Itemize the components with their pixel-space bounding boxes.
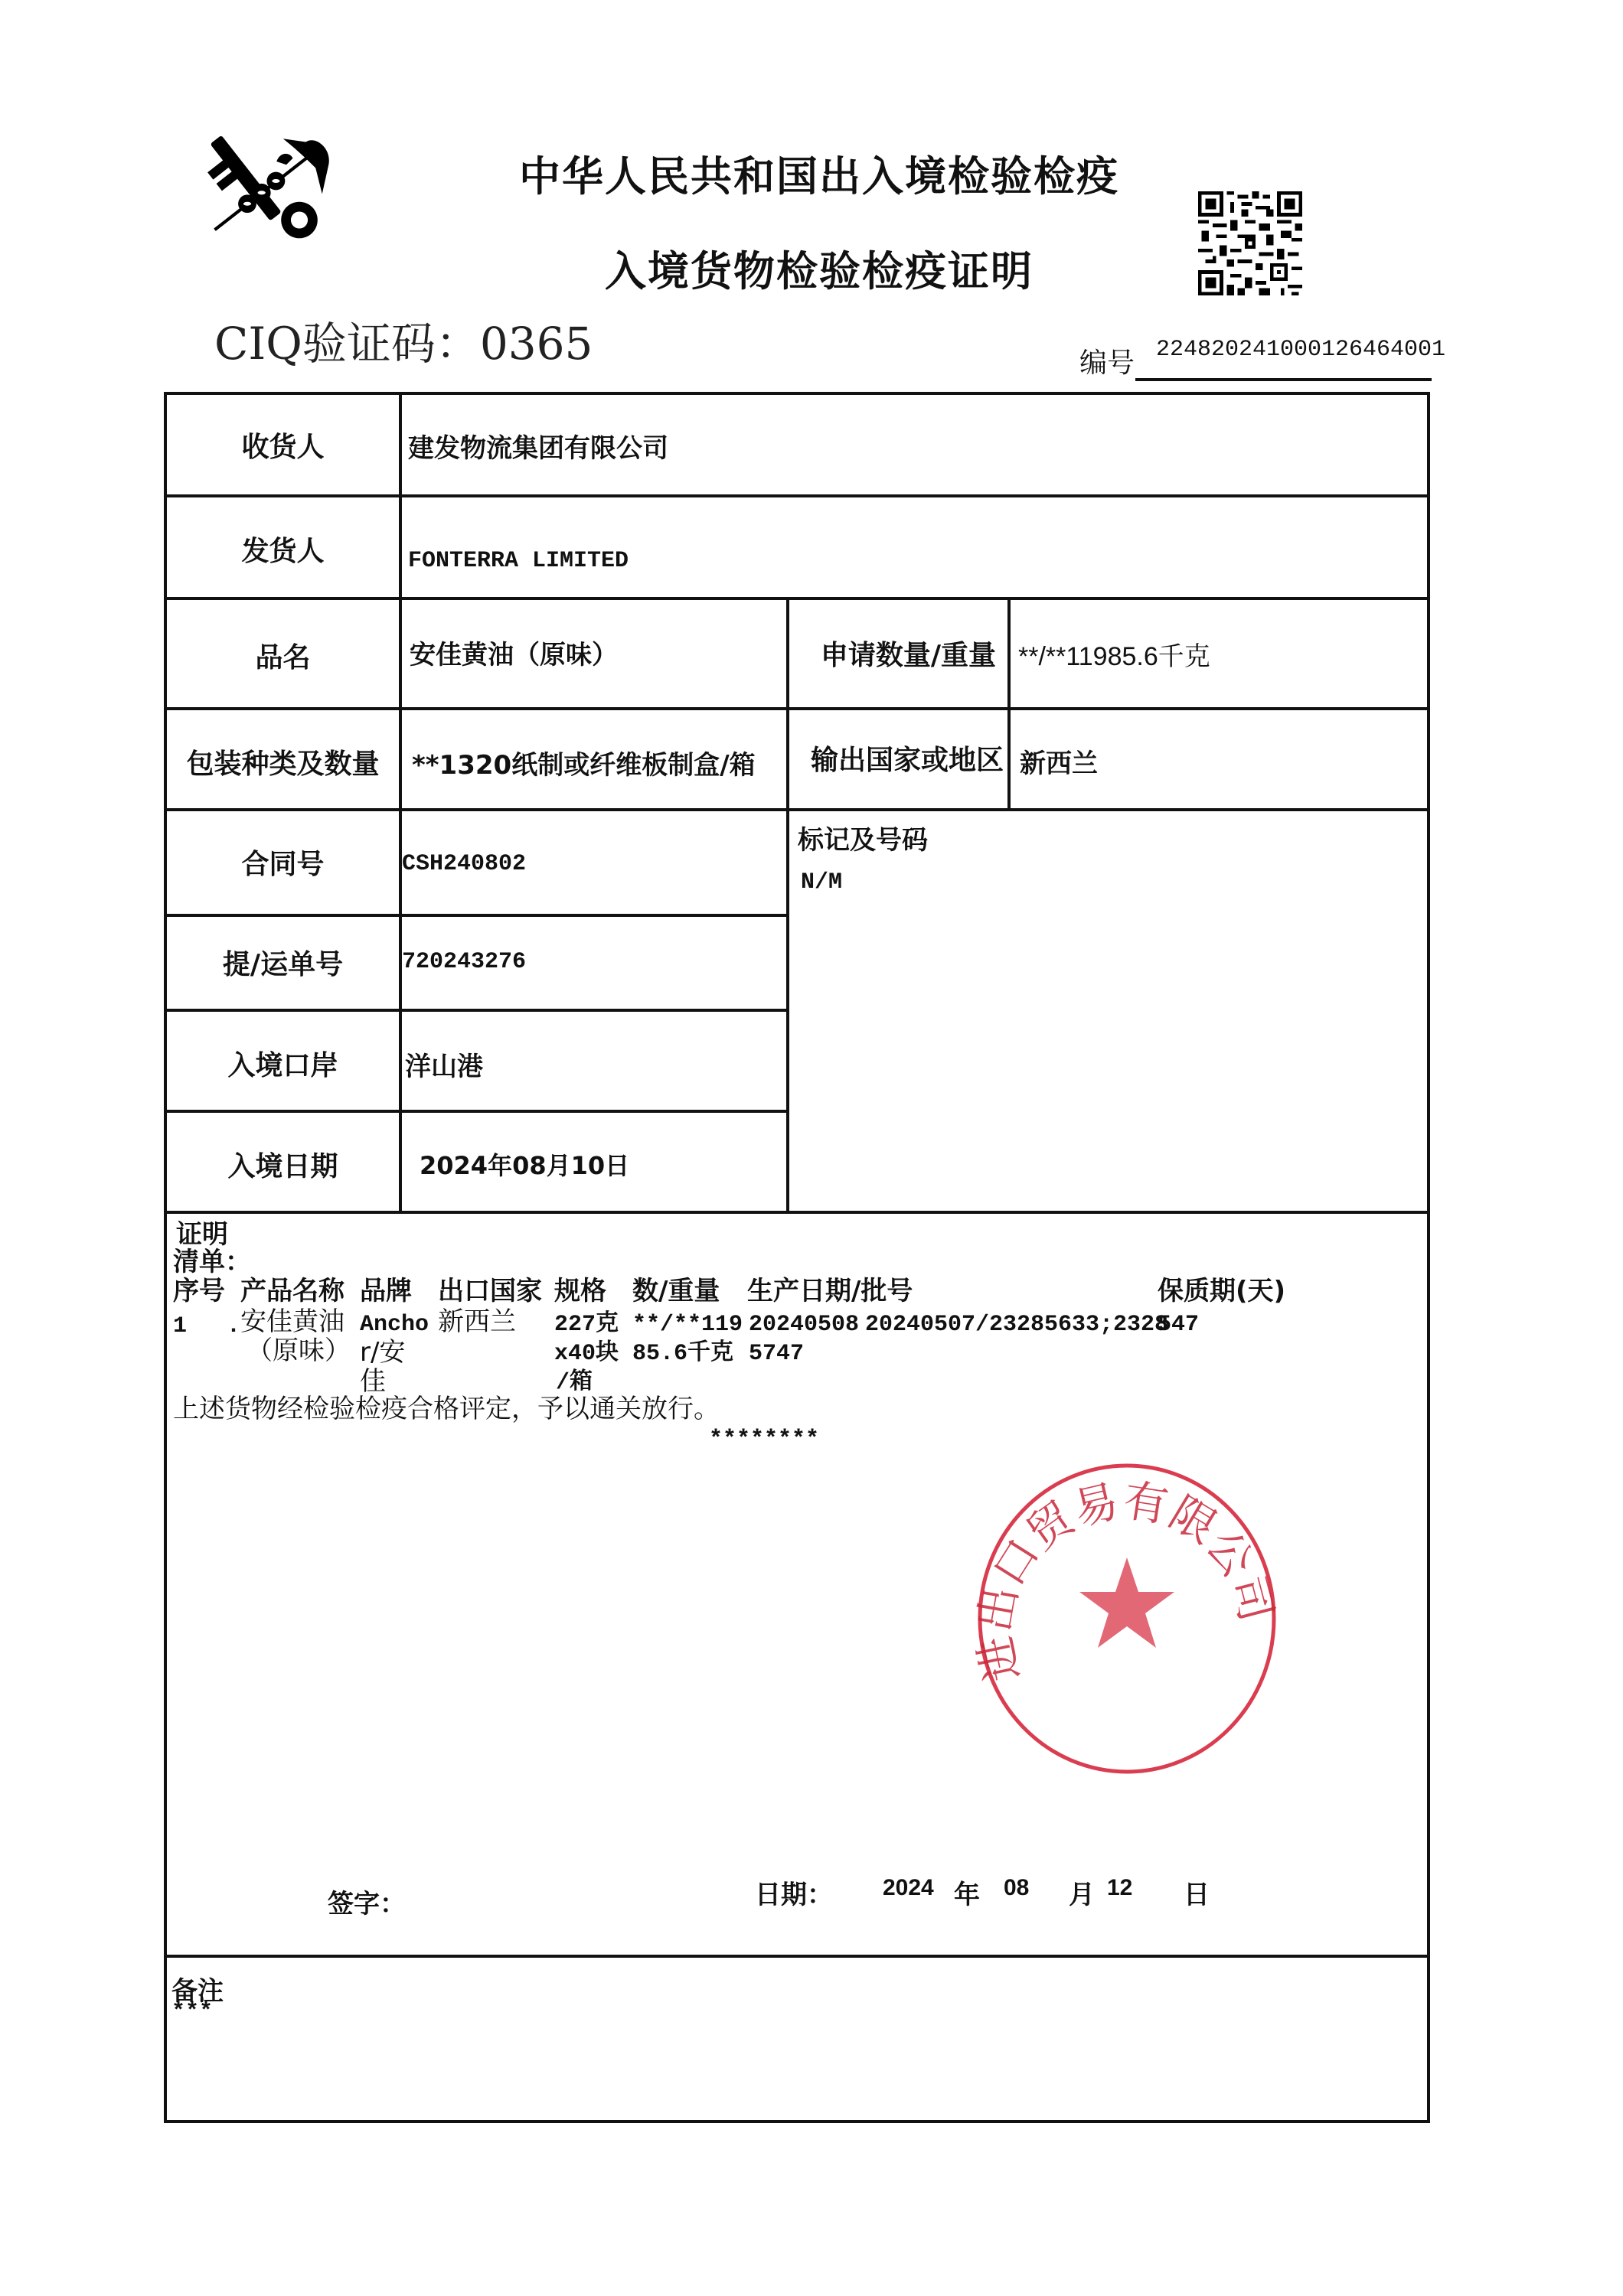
ciq-code-label: CIQ验证码： [214,318,480,370]
item-name-line2: （原味） [247,1336,351,1366]
row-divider [164,1009,786,1012]
item-brand-line2: r/安 [360,1337,406,1368]
row-divider [164,597,1430,600]
item-batch-line1: 20240507/23285633;2328 [865,1312,1169,1338]
column-header-spec: 规格 [554,1276,606,1306]
item-spec-line3: /箱 [556,1370,593,1396]
remarks-label: 备注 [171,1976,224,2007]
consignor-label: 发货人 [241,536,325,567]
product-name-label: 品名 [255,642,311,673]
column-header-prod-date-batch: 生产日期/批号 [747,1276,913,1306]
item-name-line1: 安佳黄油 [240,1306,345,1337]
issue-year-unit: 年 [954,1880,980,1910]
document-title-line2: 入境货物检验检疫证明 [605,247,1034,295]
column-header-brand: 品牌 [360,1276,412,1306]
item-country: 新西兰 [438,1306,516,1337]
column-header-qty-weight: 数/重量 [632,1276,720,1306]
item-production-date: 20240508 [749,1312,860,1338]
date-label: 日期： [755,1880,833,1910]
item-batch-line2: 5747 [749,1341,805,1367]
quantity-weight-value: **/**11985.6千克 [1018,642,1210,671]
consignee-value: 建发物流集团有限公司 [408,433,668,464]
item-brand-line1: Ancho [360,1312,429,1338]
marks-label: 标记及号码 [798,825,928,856]
item-no: 1 [173,1313,188,1339]
row-divider [164,1955,1430,1958]
ciq-verification-code [214,308,593,372]
product-name-value: 安佳黄油（原味） [410,640,618,670]
packaging-value: **1320纸制或纤维板制盒/箱 [412,750,756,781]
signature-label: 签字： [328,1889,406,1919]
bill-no-label: 提/运单号 [222,949,344,980]
certificate-title-line2: 清单： [173,1247,251,1277]
row-divider [164,707,1430,710]
contract-no-value: CSH240802 [402,851,527,877]
serial-number-value: 224820241000126464001 [1156,337,1446,363]
quantity-weight-label: 申请数量/重量 [820,640,996,671]
contract-no-label: 合同号 [241,849,325,880]
remarks-value: *** [171,1999,214,2025]
row-divider [164,1110,786,1113]
row-divider [164,1211,1430,1214]
row-divider [164,914,786,917]
column-divider [786,597,789,1212]
key-caduceus-emblem-icon [201,122,346,253]
issue-month-unit: 月 [1069,1880,1095,1910]
issue-month: 08 [1004,1875,1030,1900]
serial-number-label: 编号 [1079,347,1135,379]
column-header-export-country: 出口国家 [438,1276,542,1306]
item-shelf-life: 547 [1158,1312,1200,1338]
entry-date-value: 2024年08月10日 [420,1151,630,1180]
item-spec-line1: 227克 [554,1312,619,1338]
table-border-right [1427,392,1430,2123]
row-divider [164,494,1430,497]
column-header-product-name: 产品名称 [240,1276,345,1306]
bill-no-value: 720243276 [402,949,527,975]
serial-underline [1135,378,1432,381]
entry-port-label: 入境口岸 [227,1050,338,1081]
item-spec-line2: x40块 [554,1341,619,1367]
qr-code-icon [1198,191,1302,295]
item-brand-line3: 佳 [360,1366,386,1397]
table-border-top [164,392,1430,395]
column-header-shelf-life: 保质期(天) [1158,1276,1286,1306]
table-border-bottom [164,2120,1430,2123]
inspection-conclusion: 上述货物经检验检疫合格评定，予以通关放行。 [173,1394,720,1424]
ciq-code-value: 0365 [479,318,593,370]
marks-value: N/M [801,869,843,895]
item-no-dot: . [227,1313,241,1339]
column-header-no: 序号 [173,1276,225,1306]
column-divider [1007,597,1011,810]
consignor-value: FONTERRA LIMITED [408,548,629,574]
svg-text:进出口贸易有限公司: 进出口贸易有限公司 [974,1473,1280,1687]
end-mark: ******** [709,1427,820,1453]
row-divider [164,808,1430,811]
export-country-label: 输出国家或地区 [810,745,1004,776]
issue-day: 12 [1107,1875,1133,1900]
export-country-value: 新西兰 [1020,748,1098,779]
item-qty-line2: 85.6千克 [632,1341,734,1367]
consignee-label: 收货人 [241,432,325,463]
item-qty-line1: **/**119 [632,1312,743,1338]
packaging-label: 包装种类及数量 [186,748,380,780]
certificate-title-line1: 证明 [176,1219,228,1250]
entry-port-value: 洋山港 [405,1052,483,1082]
column-divider [399,392,402,1212]
issue-day-unit: 日 [1184,1880,1210,1910]
entry-date-label: 入境日期 [227,1151,338,1182]
document-title-line1: 中华人民共和国出入境检验检疫 [519,152,1119,201]
company-seal-stamp [974,1458,1280,1776]
issue-year: 2024 [883,1875,934,1900]
